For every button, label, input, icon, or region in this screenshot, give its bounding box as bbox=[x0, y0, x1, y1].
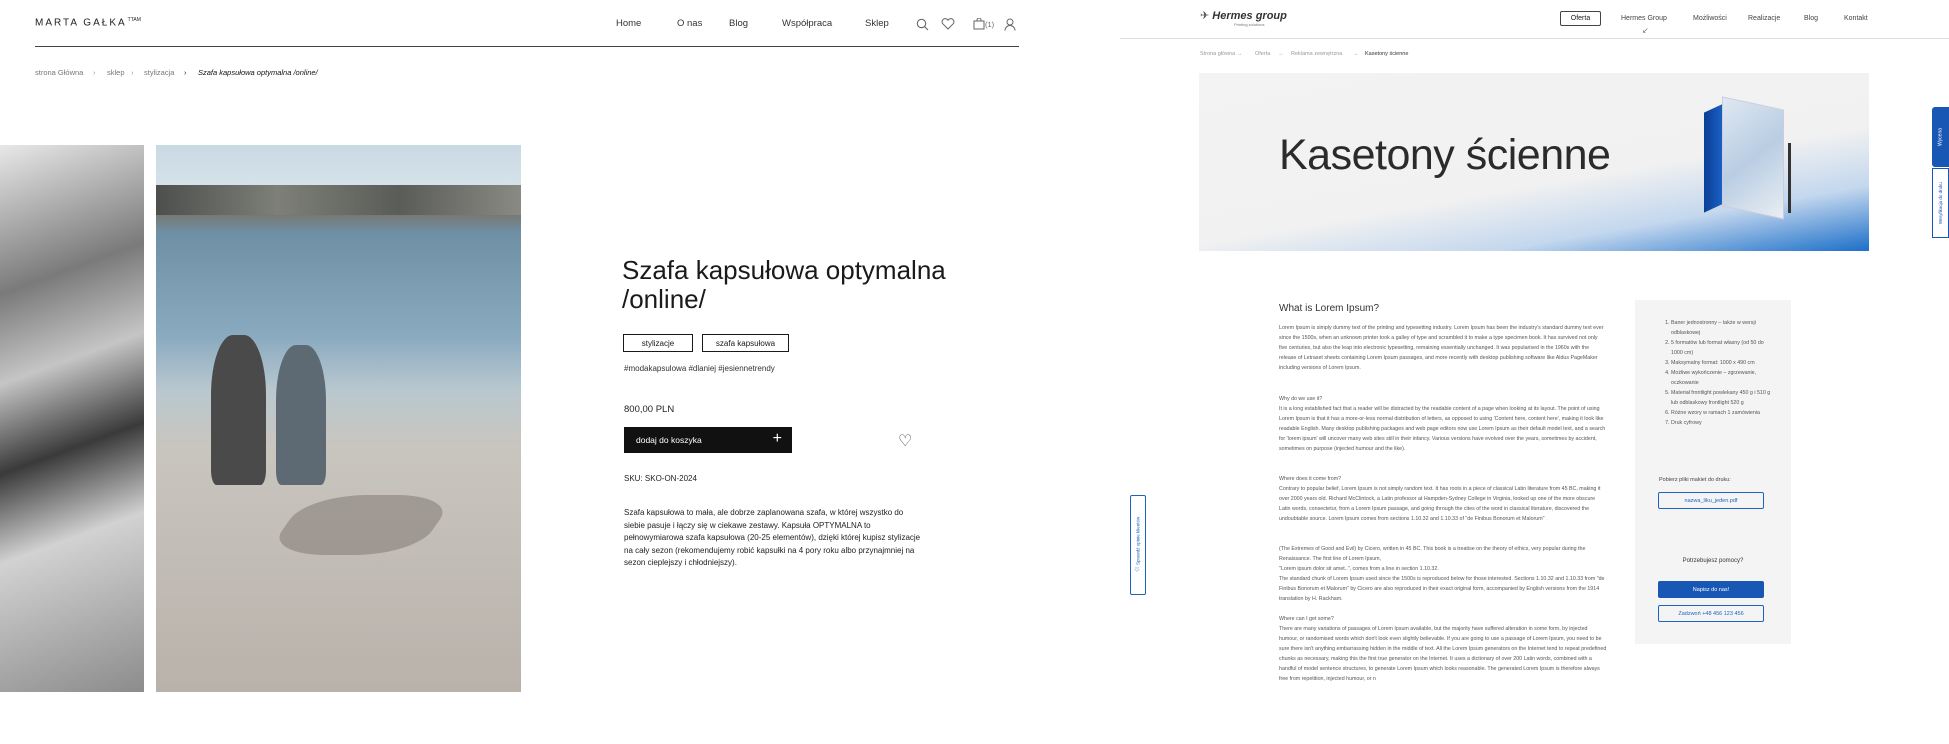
brand-logo[interactable] bbox=[35, 17, 141, 28]
add-to-cart-button[interactable] bbox=[624, 427, 792, 453]
breadcrumb-oferta[interactable]: Oferta bbox=[1255, 51, 1271, 57]
help-title: Potrzebujesz pomocy? bbox=[1682, 558, 1744, 564]
cart-count: (1) bbox=[985, 20, 995, 29]
feature-item: 7. Druk cyfrowy bbox=[1671, 418, 1775, 428]
feature-item: 4. Możliwe wykończenie – zgrzewanie, oczkowanie bbox=[1671, 368, 1775, 388]
breadcrumb-separator: › bbox=[131, 68, 134, 77]
features-box bbox=[1635, 300, 1791, 548]
quote-side-tab[interactable]: Wycena bbox=[1932, 107, 1949, 167]
nav-home[interactable]: Home bbox=[616, 18, 642, 29]
plus-icon: + bbox=[772, 430, 782, 447]
write-to-us-button[interactable]: Napisz do nas! bbox=[1658, 581, 1764, 598]
product-price: 800,00 PLN bbox=[624, 404, 675, 415]
cursor-arrow-icon: ↙ bbox=[1642, 26, 1649, 35]
breadcrumb-separator: → bbox=[1237, 51, 1243, 57]
print-verification-side-tab[interactable]: Weryfikacja do druku bbox=[1932, 168, 1949, 238]
feature-item: 1. Baner jednostronny – także w wersji odblaskowej bbox=[1671, 318, 1775, 338]
help-box bbox=[1635, 548, 1791, 644]
download-label: Pobierz pliki makiet do druku: bbox=[1659, 477, 1731, 483]
header-divider bbox=[35, 46, 1019, 47]
breadcrumb-home[interactable]: Strona główna bbox=[1200, 51, 1236, 57]
product-title: Szafa kapsułowa optymalna /online/ bbox=[622, 255, 946, 314]
content-paragraph-4: (The Extremes of Good and Evil) by Cicero, written in 45 BC. This book is a treatise on the theory of ethics, very popular during the Renaissance. The first line of Lorem Ipsum, "Lorem ipsum dolor sit amet..", comes from a line in section 1.10.32. The standard chunk of Lorem Ipsum used since the 1500s is reproduced below for those interested. Sections 1.10.32 and 1.10.33 from "de Finibus Bonorum et Malorum" by Cicero are also reproduced in their exact original form, accompanied by English versions from the 1914 translation by H. Rackham. bbox=[1279, 546, 1605, 602]
hermes-logo[interactable] bbox=[1200, 9, 1287, 27]
hermes-logo-text: Hermes group bbox=[1212, 10, 1287, 22]
add-to-cart-label: dodaj do koszyka bbox=[636, 435, 702, 445]
nav-wspolpraca[interactable]: Współpraca bbox=[782, 18, 833, 29]
product-photo-pier[interactable] bbox=[156, 145, 521, 692]
content-paragraph-2: Why do we use it? It is a long established fact that a reader will be distracted by the readable content of a page when looking at its layout. The point of using Lorem Ipsum is that it has a more-or-less normal distribution of letters, as opposed to using 'Content here, content here', making it look like readable English. Many desktop publishing packages and web page editors now use Lorem Ipsum as their default model text, and a search for 'lorem ipsum' will uncover many web sites still in their infancy. Various versions have evolved over the years, sometimes by accident, sometimes on purpose (injected humour and the like). bbox=[1279, 396, 1606, 452]
nav-blog[interactable]: Blog bbox=[1804, 15, 1819, 22]
product-sku: SKU: SKO-ON-2024 bbox=[624, 474, 697, 483]
hermes-group-page bbox=[1120, 0, 1949, 744]
content-paragraph-1: Lorem Ipsum is simply dummy text of the printing and typesetting industry. Lorem Ipsum has been the industry's standard dummy text ever since the 1500s, when an unknown printer took a galley of type and scrambled it to make a type specimen book. It has survived not only five centuries, but also the leap into electronic typesetting, remaining essentially unchanged. It was popularised in the 1960s with the release of Letraset sheets containing Lorem Ipsum passages, and more recently with desktop publishing software like Aldus PageMaker including versions of Lorem Ipsum. bbox=[1279, 325, 1604, 371]
feature-item: 2. 5 formatów lub format własny (od 50 do 1000 cm) bbox=[1671, 338, 1775, 358]
nav-o-nas[interactable]: O nas bbox=[677, 18, 703, 29]
features-list bbox=[1665, 318, 1775, 428]
customer-reviews-label: Sprawdź opinie klientów bbox=[1135, 516, 1141, 566]
download-file-button[interactable]: nazwa_liku_jeden.pdf bbox=[1658, 492, 1764, 509]
customer-reviews-tab[interactable] bbox=[1130, 495, 1146, 595]
breadcrumb-separator: → bbox=[1353, 51, 1359, 57]
breadcrumb-stylizacja[interactable]: stylizacja bbox=[144, 68, 175, 77]
breadcrumb-separator: › bbox=[93, 68, 96, 77]
breadcrumb-reklama[interactable]: Reklama zewnętrzna bbox=[1291, 51, 1343, 57]
product-hashtags: #modakapsulowa #dlaniej #jesiennetrendy bbox=[624, 364, 775, 373]
search-icon[interactable] bbox=[914, 16, 930, 32]
tag-szafa-kapsulowa[interactable]: szafa kapsułowa bbox=[702, 334, 789, 352]
breadcrumb-sklep[interactable]: sklep bbox=[107, 68, 125, 77]
star-icon: ☆ bbox=[1134, 565, 1141, 574]
content-paragraph-5: Where can I get some? There are many variations of passages of Lorem Ipsum available, but the majority have suffered alteration in some form, by injected humour, or randomised words which don't look even slightly believable. If you are going to use a passage of Lorem Ipsum, you need to be sure there isn't anything embarrassing hidden in the middle of text. All the Lorem Ipsum generators on the Internet tend to repeat predefined chunks as necessary, making this the first true generator on the Internet. It uses a dictionary of over 200 Latin words, combined with a handful of model sentence structures, to generate Lorem Ipsum which looks reasonable. The generated Lorem Ipsum is therefore always free from repetition, injected humour, or n bbox=[1279, 616, 1607, 682]
breadcrumb-home[interactable]: strona Główna bbox=[35, 68, 84, 77]
nav-hermes-group[interactable]: Hermes Group bbox=[1621, 15, 1667, 22]
hermes-bird-icon: ✈ bbox=[1200, 10, 1210, 22]
breadcrumb-current: Szafa kapsułowa optymalna /online/ bbox=[198, 68, 318, 77]
nav-realizacje[interactable]: Realizacje bbox=[1748, 15, 1781, 22]
logo-sup: TTAM bbox=[127, 17, 141, 23]
product-photo-portrait[interactable] bbox=[0, 145, 144, 692]
breadcrumb-separator: › bbox=[184, 68, 187, 77]
feature-item: 3. Maksymalny format: 1000 x 490 cm bbox=[1671, 358, 1775, 368]
call-button[interactable]: Zadzwoń +48 456 123 456 bbox=[1658, 605, 1764, 622]
hero-banner bbox=[1199, 73, 1869, 251]
heart-icon[interactable] bbox=[940, 16, 956, 32]
nav-mozliwosci[interactable]: Możliwości bbox=[1693, 15, 1727, 22]
header-divider bbox=[1120, 38, 1949, 39]
content-paragraph-3: Where does it come from? Contrary to popular belief, Lorem Ipsum is not simply random text. It has roots in a piece of classical Latin literature from 45 BC, making it over 2000 years old. Richard McClintock, a Latin professor at Hampden-Sydney College in Virginia, looked up one of the more obscure Latin words, consectetur, from a Lorem Ipsum passage, and going through the cites of the word in classical literature, discovered the undoubtable source. Lorem Ipsum comes from sections 1.10.32 and 1.10.33 of "de Finibus Bonorum et Malorum" bbox=[1279, 476, 1601, 522]
nav-sklep[interactable]: Sklep bbox=[865, 18, 889, 29]
tag-stylizacje[interactable]: stylizacje bbox=[623, 334, 693, 352]
banner-title: Kasetony ścienne bbox=[1279, 131, 1611, 179]
lightbox-illustration bbox=[1704, 103, 1784, 218]
logo-text: MARTA GAŁKA bbox=[35, 17, 127, 29]
breadcrumb-current: Kasetony ścienne bbox=[1365, 51, 1409, 57]
product-description: Szafa kapsułowa to mała, ale dobrze zaplanowana szafa, w której wszystko do siebie pasuje i łączy się w ciekawe zestawy. Kapsuła OPTYMALNA to pełnowymiarowa szafa kapsułowa (20-25 elementów), dzięki której kupisz stylizacje na cały sezon (rekomendujemy robić kapsułki na 4 pory roku albo przynajmniej na sezon cieplejszy i chłodniejszy). bbox=[624, 508, 921, 568]
wishlist-heart-icon[interactable]: ♡ bbox=[898, 433, 913, 450]
feature-item: 6. Różne wzory w ramach 1 zamówienia bbox=[1671, 408, 1775, 418]
breadcrumb-separator: → bbox=[1278, 51, 1284, 57]
nav-blog[interactable]: Blog bbox=[729, 18, 749, 29]
hermes-logo-tagline: Printing solutions bbox=[1234, 22, 1265, 27]
nav-kontakt[interactable]: Kontakt bbox=[1844, 15, 1868, 22]
nav-oferta[interactable]: Oferta bbox=[1560, 11, 1601, 26]
user-icon[interactable] bbox=[1002, 16, 1018, 32]
feature-item: 5. Materiał frontlight powlekany 450 g i 510 g lub odblaskowy frontlight 520 g bbox=[1671, 388, 1775, 408]
content-title: What is Lorem Ipsum? bbox=[1279, 303, 1380, 314]
